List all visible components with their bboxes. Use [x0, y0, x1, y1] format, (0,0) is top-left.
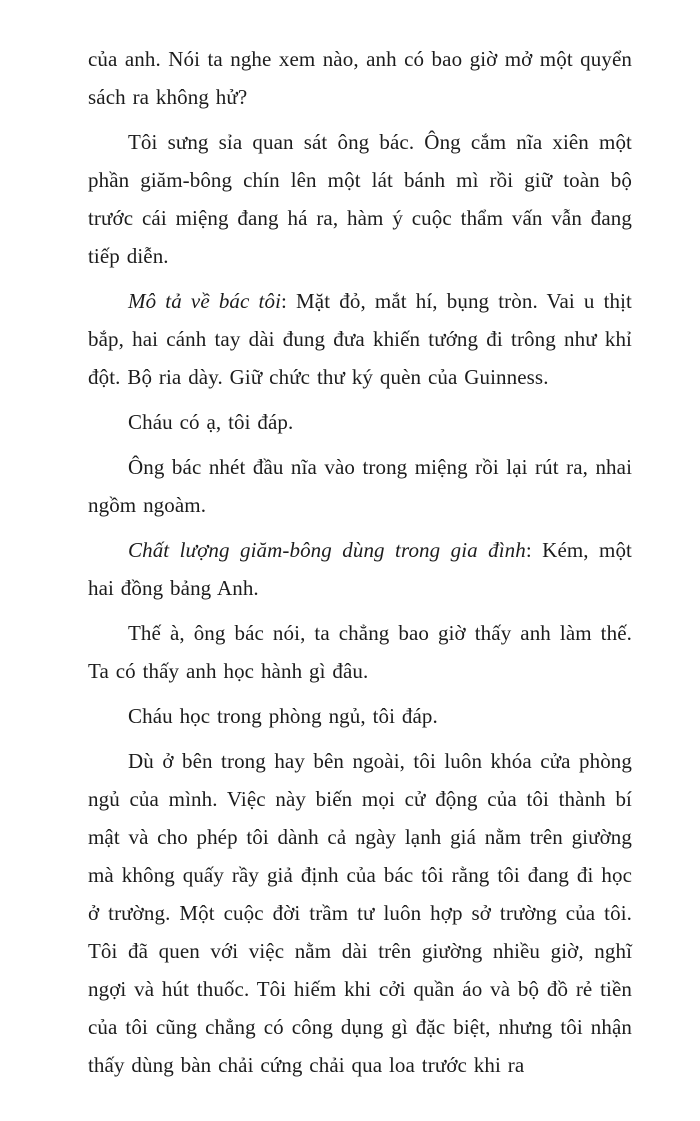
body-text: của anh. Nói ta nghe xem nào, anh có bao giờ mở một quyển sách ra không hử? — [88, 47, 632, 109]
body-text: Thế à, ông bác nói, ta chẳng bao giờ thấy anh làm thế. Ta có thấy anh học hành gì đâu. — [88, 621, 632, 683]
body-text: Dù ở bên trong hay bên ngoài, tôi luôn khóa cửa phòng ngủ của mình. Việc này biến mọi cử động của tôi thành bí mật và cho phép tôi dành cả ngày lạnh giá nằm trên giường mà không quấy rầy giả định của bác tôi rằng tôi đang đi học ở trường. Một cuộc đời trầm tư luôn hợp sở trường của tôi. Tôi đã quen với việc nằm dài trên giường nhiều giờ, nghĩ ngợi và hút thuốc. Tôi hiếm khi cởi quần áo và bộ đồ rẻ tiền của tôi cũng chẳng có công dụng gì đặc biệt, nhưng tôi nhận thấy dùng bàn chải cứng chải qua loa trước khi ra — [88, 749, 632, 1077]
paragraph — [88, 403, 632, 441]
paragraph — [88, 123, 632, 275]
italic-text: Mô tả về bác tôi — [128, 289, 282, 313]
paragraph — [88, 697, 632, 735]
body-text: : Mặt đỏ, mắt hí, bụng tròn. Vai u thịt bắp, hai cánh tay dài đung đưa khiến tướng đi trông như khỉ đột. Bộ ria dày. Giữ chức thư ký quèn của Guinness. — [88, 289, 632, 389]
paragraph — [88, 40, 632, 116]
body-text: Cháu có ạ, tôi đáp. — [128, 410, 294, 434]
paragraph — [88, 282, 632, 396]
body-text: Ông bác nhét đầu nĩa vào trong miệng rồi lại rút ra, nhai ngồm ngoàm. — [88, 455, 632, 517]
paragraph — [88, 742, 632, 1084]
body-text: Cháu học trong phòng ngủ, tôi đáp. — [128, 704, 438, 728]
text-column — [88, 40, 632, 1084]
paragraph — [88, 531, 632, 607]
body-text: : Kém, một hai đồng bảng Anh. — [88, 538, 632, 600]
paragraph — [88, 448, 632, 524]
body-text: Tôi sưng sỉa quan sát ông bác. Ông cắm nĩa xiên một phần giăm-bông chín lên một lát bánh mì rồi giữ toàn bộ trước cái miệng đang há ra, hàm ý cuộc thẩm vấn vẫn đang tiếp diễn. — [88, 130, 632, 268]
paragraph — [88, 614, 632, 690]
italic-text: Chất lượng giăm-bông dùng trong gia đình — [128, 538, 526, 562]
